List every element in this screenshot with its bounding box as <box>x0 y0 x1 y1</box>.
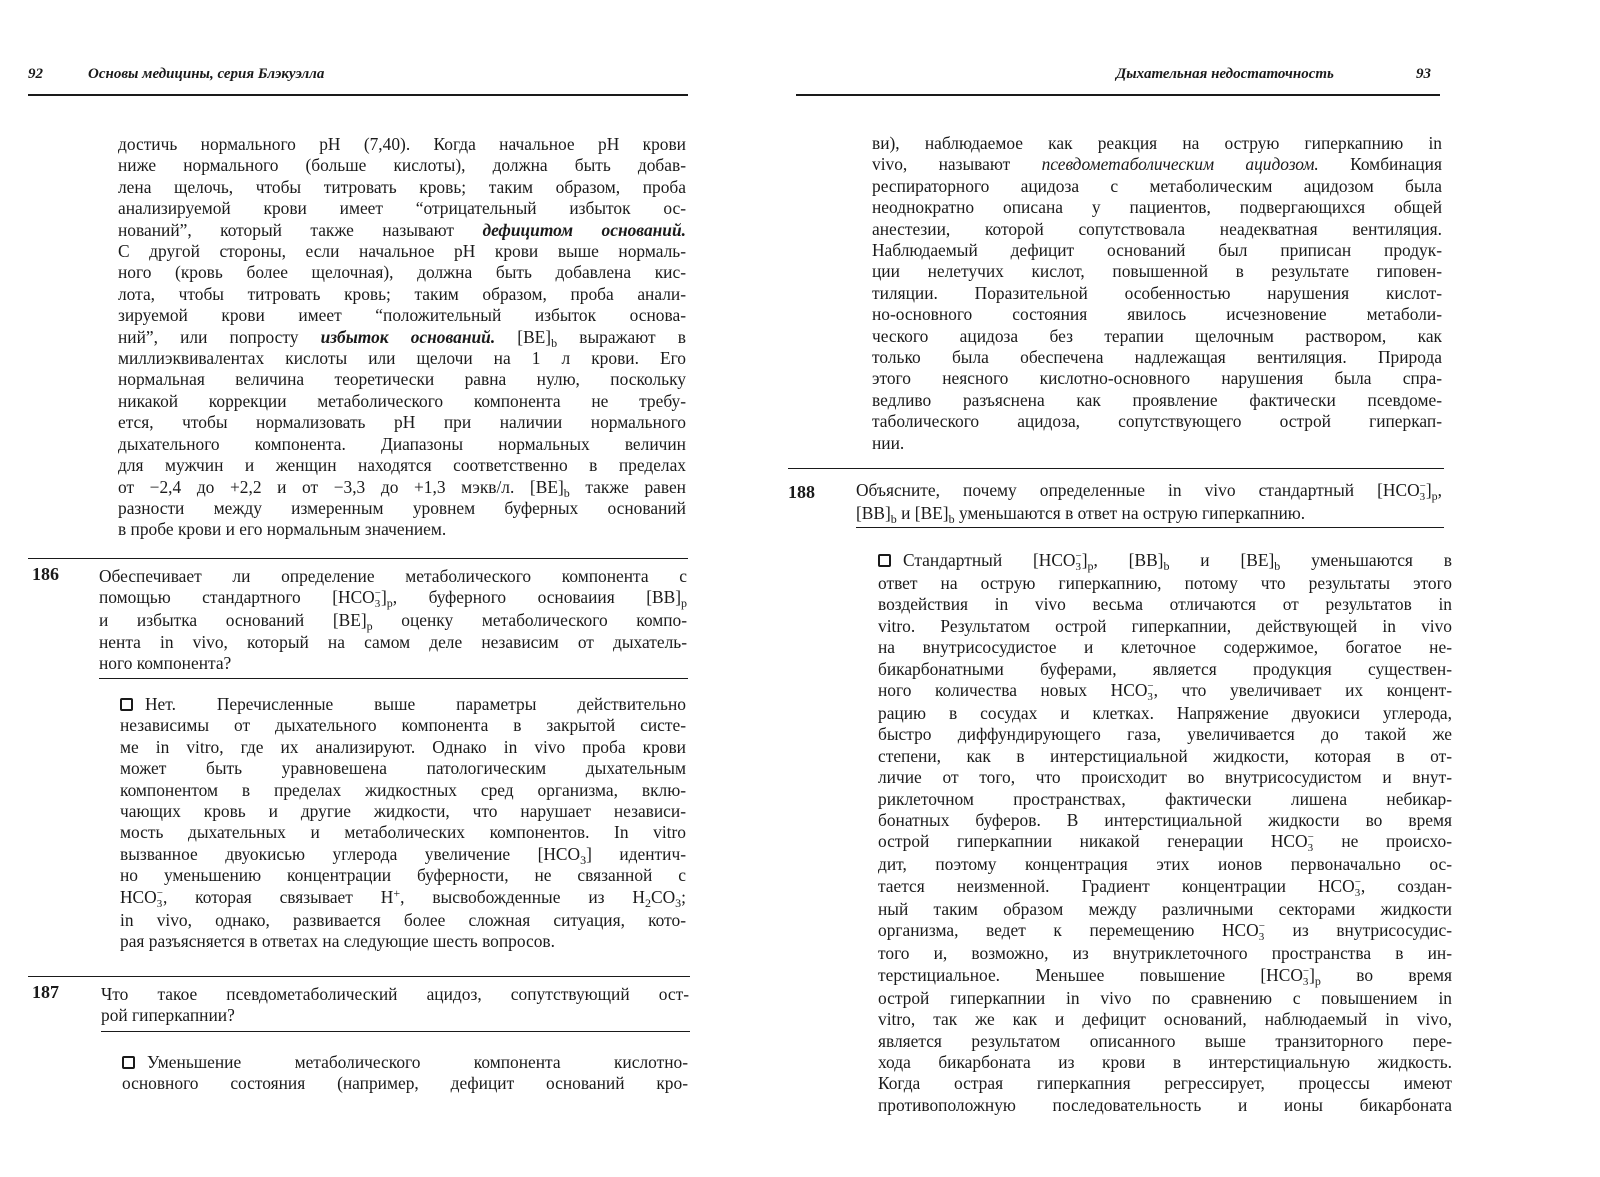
left-header-rule <box>28 94 688 96</box>
subscript: b <box>890 512 897 526</box>
text-line: тиляции. Поразительной особенностью нарушения кислот- <box>872 282 1442 303</box>
checkbox-icon <box>120 698 133 711</box>
subscript: 3 <box>1258 931 1265 944</box>
text-fragment: не происхо- <box>1313 831 1452 852</box>
subscript: b <box>1274 559 1281 573</box>
text-line <box>118 220 686 241</box>
superscript: − <box>1302 964 1310 977</box>
text-fragment: ] <box>1081 550 1088 570</box>
text-fragment: , что увеличивает их концент- <box>1153 680 1452 701</box>
text-fragment: ] идентич- <box>586 843 686 864</box>
text-line: рой гиперкапнии? <box>101 1005 235 1026</box>
text-fragment: ний”, или попросту <box>118 326 321 347</box>
text-line: личие от того, что происходит во внутрисосудистом и внут- <box>878 767 1452 788</box>
text-line: может быть уравновешена патологическим дыхательным <box>120 758 686 779</box>
text-fragment: Объясните, почему определенные in vivo стандартный [HCO <box>856 480 1420 500</box>
text-line: респираторного ацидоза с метаболическим ацидозом была <box>872 175 1442 196</box>
right-continuation-paragraph <box>872 133 1442 454</box>
text-line: ме in vitro, где их анализируют. Однако in vivo проба крови <box>120 736 686 757</box>
text-fragment: во время <box>1320 964 1452 985</box>
text-fragment: и [BE] <box>896 503 949 523</box>
text-line <box>878 831 1452 854</box>
text-fragment: vivo, называют <box>872 154 1042 175</box>
text-line: ется, чтобы нормализовать pH при наличии нормального <box>118 412 686 433</box>
text-fragment: ного количества новых HCO <box>878 680 1148 701</box>
text-fragment: [BB] <box>856 503 891 523</box>
text-line: независимы от дыхательного компонента в закрытой систе- <box>120 715 686 736</box>
text-line: воздействия in vivo весьма отличаются от результатов in <box>878 594 1452 615</box>
chapter-title: Дыхательная недостаточность <box>1116 66 1334 82</box>
text-fragment: нований”, который также называют <box>118 219 483 240</box>
text-fragment: ] <box>1425 480 1432 500</box>
text-line: риклеточном пространствах, фактически лишена небикар- <box>878 788 1452 809</box>
text-fragment: [BE] <box>495 326 552 347</box>
text-line <box>878 550 1452 573</box>
text-fragment: из внутрисосудис- <box>1264 920 1452 941</box>
text-line <box>872 154 1442 175</box>
superscript: − <box>156 886 163 899</box>
text-line: дит, поэтому концентрация этих ионов первоначально ос- <box>878 854 1452 875</box>
text-fragment: ] <box>1309 964 1315 985</box>
text-fragment: Стандартный [HCO <box>903 550 1076 570</box>
subscript: 3 <box>1307 842 1314 855</box>
answer-186-text <box>120 694 686 952</box>
subscript: b <box>948 512 955 526</box>
question-188-bottom-rule <box>856 527 1444 528</box>
text-line: мость дыхательных и метаболических компонентов. In vitro <box>120 822 686 843</box>
text-line <box>122 1052 688 1073</box>
subscript: 3 <box>156 897 163 910</box>
text-line: vitro. Результатом острой гиперкапнии, действующей in vivo <box>878 615 1452 636</box>
superscript: − <box>374 587 381 600</box>
emphasis-base-deficit: дефицитом оснований. <box>482 219 686 240</box>
text-line <box>878 876 1452 899</box>
text-line: противоположную последовательность и ионы бикарбоната <box>878 1094 1452 1115</box>
text-fragment: Нет. Перечисленные выше параметры действительно <box>145 694 686 714</box>
text-line: рацию в сосудах и клетках. Напряжение двуокиси углерода, <box>878 703 1452 724</box>
subscript: p <box>681 596 687 611</box>
text-fragment: , которая связывает H <box>162 886 394 907</box>
right-running-header <box>800 66 1440 90</box>
text-line: зируемой крови имеет “положительный избыток основа- <box>118 305 686 326</box>
right-page-number: 93 <box>1416 66 1431 82</box>
text-fragment: терстициальное. Меньшее повышение [HCO <box>878 964 1303 985</box>
text-fragment: ; <box>681 886 686 907</box>
text-line: нии. <box>872 432 905 453</box>
text-line <box>856 480 1442 503</box>
text-fragment: , <box>1437 480 1442 500</box>
subscript: 3 <box>1302 975 1309 988</box>
left-continuation-paragraph <box>118 134 686 541</box>
text-line: дыхательного компонента. Диапазоны нормальных величин <box>118 433 686 454</box>
text-line: ный таким образом между различными секторами жидкости <box>878 898 1452 919</box>
text-line: бонатных буферов. В интерстициальной жидкости во время <box>878 810 1452 831</box>
superscript: − <box>1075 550 1082 562</box>
text-fragment: Комбинация <box>1318 154 1442 175</box>
text-line: нормальная величина теоретически равна нулю, поскольку <box>118 369 686 390</box>
text-fragment: уменьшаются в <box>1280 550 1452 570</box>
text-fragment: Уменьшение метаболического компонента кислотно- <box>147 1052 688 1072</box>
text-line: ведливо разъяснена как проявление фактически псевдоме- <box>872 389 1442 410</box>
subscript: 3 <box>675 895 682 910</box>
text-line: ответ на острую гиперкапнию, потому что результаты этого <box>878 573 1452 593</box>
text-line: лена щелочь, чтобы титровать кровь; таким образом, проба <box>118 176 686 197</box>
question-186-bottom-rule <box>99 678 688 679</box>
subscript: 3 <box>374 598 381 611</box>
text-line: in vivo, однако, развивается более сложная ситуация, кото- <box>120 909 686 930</box>
text-line: нента in vivo, который на самом деле независим от дыхатель- <box>99 631 687 652</box>
text-line: Когда острая гиперкапния регрессирует, процессы имеют <box>878 1073 1452 1094</box>
text-line <box>878 680 1452 703</box>
text-line: анестезии, которой сопутствовала неадекватная вентиляция. <box>872 218 1442 239</box>
text-line: но уменьшению концентрации буферности, не связанной с <box>120 865 686 886</box>
text-line: на внутрисосудистое и клеточное содержимое, богатое не- <box>878 637 1452 658</box>
question-187-text <box>101 984 689 1027</box>
question-186-text <box>99 566 687 675</box>
subscript: p <box>1314 973 1321 988</box>
text-fragment: выражают в <box>557 326 686 347</box>
text-fragment: HCO <box>120 886 157 907</box>
subscript: 3 <box>1419 491 1426 503</box>
text-line: разности между измеренным уровнем буферных оснований <box>118 497 686 518</box>
subscript: p <box>386 596 393 611</box>
text-line: Наблюдаемый дефицит оснований был приписан продук- <box>872 240 1442 261</box>
subscript: p <box>1087 559 1094 573</box>
text-line: миллиэквивалентах кислоты или щелочи на 1 л крови. Его <box>118 348 686 369</box>
text-line: ви), наблюдаемое как реакция на острую гиперкапнию in <box>872 133 1442 153</box>
superscript: − <box>1419 480 1426 492</box>
text-fragment: уменьшаются в ответ на острую гиперкапнию. <box>954 503 1306 523</box>
text-line: основного состояния (например, дефицит оснований кро- <box>122 1073 688 1094</box>
text-line <box>878 920 1452 943</box>
text-line <box>99 610 687 634</box>
text-line: в пробе крови и его нормальным значением. <box>118 519 447 540</box>
text-line: компонентом в пределах жидкостных сред организма, вклю- <box>120 779 686 800</box>
superscript: − <box>1307 831 1314 844</box>
text-line: ниже нормального (больше кислоты), должна быть добав- <box>118 155 686 176</box>
text-fragment: , [BB] <box>1093 550 1164 570</box>
text-line: но-основного состояния явилось исчезновение метаболи- <box>872 304 1442 325</box>
question-186-number: 186 <box>32 564 59 584</box>
text-line: ного (кровь более щелочная), должна быть добавлена кис- <box>118 262 686 283</box>
text-fragment: тается неизменной. Градиент концентрации HCO <box>878 875 1355 896</box>
answer-188-text <box>878 550 1452 1116</box>
text-line: ции нелетучих кислот, повышенной в результате гиповен- <box>872 261 1442 282</box>
question-188-text <box>856 480 1442 524</box>
left-page-number: 92 <box>28 66 43 82</box>
text-line: является результатом описанного выше транзиторного пере- <box>878 1030 1452 1051</box>
superscript: − <box>1258 920 1265 933</box>
superscript: − <box>1147 680 1154 693</box>
text-line: острой гиперкапнии in vivo по сравнению с повышением in <box>878 987 1452 1008</box>
text-line: только была обеспечена надлежащая вентиляция. Природа <box>872 347 1442 368</box>
text-fragment: организма, ведет к перемещению HCO <box>878 920 1259 941</box>
question-187-top-rule <box>28 976 690 977</box>
text-line <box>120 887 686 910</box>
text-line: этого неясного кислотно-основного нарушения была спра- <box>872 368 1442 389</box>
right-page <box>788 0 1600 1177</box>
answer-187-text <box>122 1052 688 1095</box>
emphasis-base-excess: избыток оснований. <box>320 326 496 347</box>
text-line: vitro, так же как и дефицит оснований, наблюдаемый in vivo, <box>878 1009 1452 1030</box>
text-line <box>99 587 687 610</box>
subscript: 3 <box>580 852 587 867</box>
question-187-number: 187 <box>32 982 59 1002</box>
text-line: быстро диффундирующего газа, увеличивается до такой же <box>878 724 1452 745</box>
text-line: С другой стороны, если начальное pH крови выше нормаль- <box>118 241 686 262</box>
text-line <box>856 503 1442 524</box>
text-line: таболического ацидоза, сопутствующего острой гиперкап- <box>872 411 1442 432</box>
text-line: степени, как в интерстициальной жидкости, которая в от- <box>878 745 1452 766</box>
question-186-top-rule <box>28 558 688 559</box>
text-line: рая разъясняется в ответах на следующие шесть вопросов. <box>120 931 555 952</box>
subscript: 3 <box>1354 886 1361 899</box>
text-line: лота, чтобы титровать кровь; таким образом, проба анали- <box>118 283 686 304</box>
superscript: − <box>1354 875 1361 888</box>
subscript: b <box>1163 559 1170 573</box>
text-fragment: острой гиперкапнии никакой генерации HCO <box>878 831 1308 852</box>
question-188-top-rule <box>788 468 1444 469</box>
text-fragment: и избытка оснований [BE] <box>99 610 367 631</box>
subscript: p <box>366 619 373 634</box>
text-fragment: CO <box>650 886 676 907</box>
text-line: чающих кровь и другие жидкости, что нарушает независи- <box>120 801 686 822</box>
text-line: достичь нормального pH (7,40). Когда начальное pH крови <box>118 134 686 154</box>
text-line: неоднократно описана у пациентов, подвергающихся общей <box>872 197 1442 218</box>
text-line: бикарбонатными буферами, является продукция существен- <box>878 658 1452 679</box>
text-fragment: оценку метаболического компо- <box>372 610 687 631</box>
text-line: Обеспечивает ли определение метаболического компонента с <box>99 566 687 586</box>
question-187-bottom-rule <box>101 1031 690 1032</box>
question-188-number: 188 <box>788 482 815 502</box>
text-line <box>878 965 1452 988</box>
text-line: анализируемой крови имеет “отрицательный избыток ос- <box>118 198 686 219</box>
text-line <box>120 844 686 865</box>
text-line <box>118 327 686 348</box>
text-line <box>118 477 686 498</box>
superscript: + <box>393 885 401 900</box>
checkbox-icon <box>878 554 891 567</box>
subscript: 3 <box>1147 691 1153 704</box>
checkbox-icon <box>122 1056 135 1069</box>
text-line: хода бикарбоната из крови в интерстициальную жидкость. <box>878 1051 1452 1072</box>
left-running-header <box>28 66 688 90</box>
right-header-rule <box>796 94 1440 96</box>
text-fragment: помощью стандартного [HCO <box>99 587 375 608</box>
text-fragment: , высвобожденные из H <box>400 886 645 907</box>
text-fragment: вызванное двуокисью углерода увеличение [HCO <box>120 843 581 864</box>
subscript: b <box>563 485 570 500</box>
text-line: того и, возможно, из внутриклеточного пространства в ин- <box>878 943 1452 964</box>
text-fragment: , буферного основаиия [BB] <box>392 587 681 608</box>
book-title: Основы медицины, серия Блэкуэлла <box>88 66 325 82</box>
text-line: ного компонента? <box>99 653 232 674</box>
text-fragment: также равен <box>569 476 686 497</box>
text-line: для мужчин и женщин находятся соответственно в пределах <box>118 455 686 476</box>
subscript: p <box>1431 489 1438 503</box>
text-fragment: от −2,4 до +2,2 и от −3,3 до +1,3 мэкв/л. [BE] <box>118 476 564 497</box>
subscript: 2 <box>644 895 651 910</box>
text-line: никакой коррекции метаболического компонента не требу- <box>118 390 686 411</box>
subscript: 3 <box>1075 561 1081 573</box>
text-fragment: , создан- <box>1360 875 1452 896</box>
text-line: ческого ацидоза без терапии щелочным раствором, как <box>872 325 1442 346</box>
text-line <box>120 694 686 715</box>
text-line: Что такое псевдометаболический ацидоз, сопутствующий ост- <box>101 984 689 1004</box>
subscript: b <box>551 335 558 350</box>
text-fragment: ] <box>380 587 387 608</box>
text-fragment: и [BE] <box>1169 550 1275 570</box>
emphasis-pseudometabolic: псевдометаболическим ацидозом. <box>1041 154 1319 175</box>
